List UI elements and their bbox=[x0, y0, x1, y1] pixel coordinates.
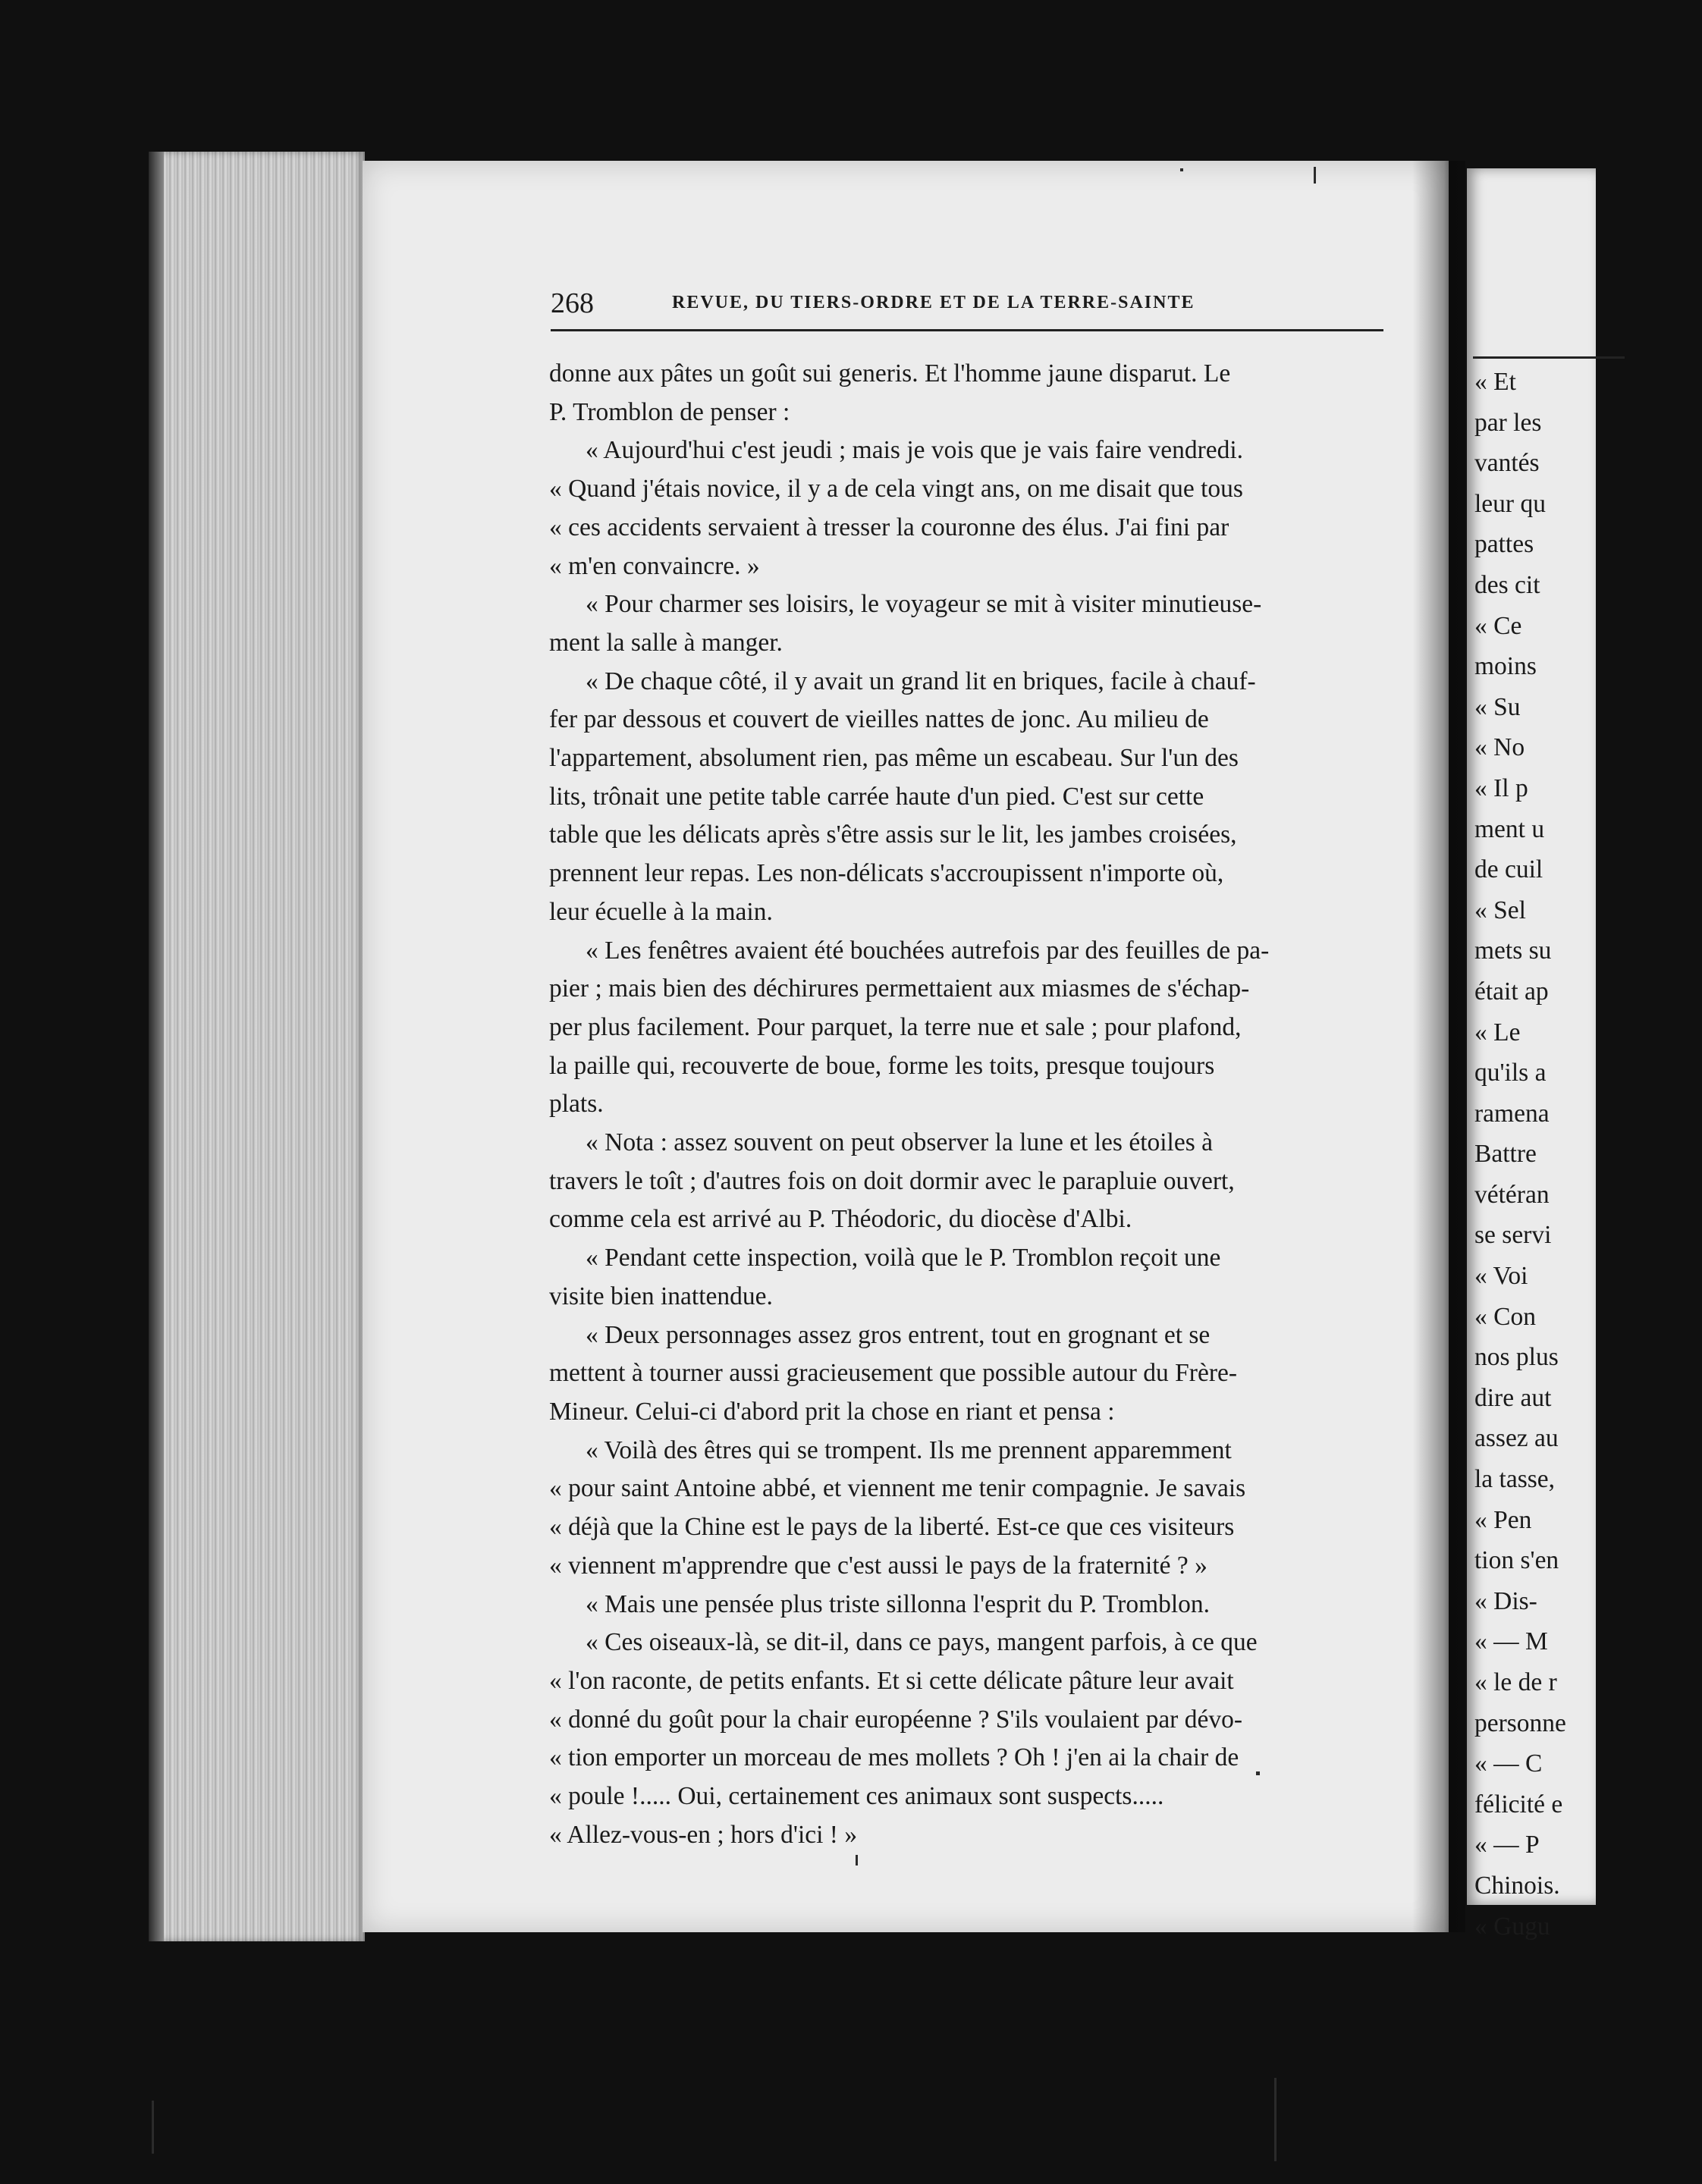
facing-header-rule bbox=[1473, 356, 1625, 359]
text-line: visite bien inattendue. bbox=[549, 1282, 773, 1310]
text-line: « l'on raconte, de petits enfants. Et si cette délicate pâture leur avait bbox=[549, 1666, 1234, 1695]
text-line: comme cela est arrivé au P. Théodoric, du diocèse d'Albi. bbox=[549, 1205, 1132, 1234]
text-line: « Aujourd'hui c'est jeudi ; mais je vois que je vais faire vendredi. bbox=[586, 436, 1244, 465]
body-text bbox=[549, 355, 1388, 1854]
running-head: REVUE, DU TIERS-ORDRE ET DE LA TERRE-SAINTE bbox=[672, 293, 1195, 312]
facing-line: nos plus bbox=[1474, 1343, 1559, 1372]
facing-line: leur qu bbox=[1474, 489, 1546, 518]
page-header bbox=[551, 287, 1383, 331]
facing-line: « Le bbox=[1474, 1018, 1521, 1046]
text-line: Mineur. Celui-ci d'abord prit la chose en riant et pensa : bbox=[549, 1397, 1115, 1426]
text-line: « donné du goût pour la chair européenne ? S'ils voulaient par dévo- bbox=[549, 1705, 1242, 1734]
text-line: « Mais une pensée plus triste sillonna l'esprit du P. Tromblon. bbox=[586, 1589, 1211, 1618]
text-line: « Quand j'étais novice, il y a de cela vingt ans, on me disait que tous bbox=[549, 475, 1243, 504]
speck bbox=[1256, 1771, 1260, 1775]
facing-line: par les bbox=[1474, 408, 1542, 437]
facing-line: « No bbox=[1474, 733, 1525, 762]
speck bbox=[1274, 2078, 1276, 2161]
facing-line: « Gugu bbox=[1474, 1912, 1550, 1941]
text-line: « Pendant cette inspection, voilà que le P. Tromblon reçoit une bbox=[586, 1244, 1221, 1272]
facing-line: ment u bbox=[1474, 814, 1545, 843]
text-line: « pour saint Antoine abbé, et viennent me tenir compagnie. Je savais bbox=[549, 1474, 1246, 1503]
facing-line: « Il p bbox=[1474, 774, 1528, 802]
text-line: per plus facilement. Pour parquet, la terre nue et sale ; pour plafond, bbox=[549, 1012, 1242, 1041]
text-line: « Allez-vous-en ; hors d'ici ! » bbox=[549, 1820, 858, 1849]
facing-line: moins bbox=[1474, 652, 1537, 681]
facing-line: « Con bbox=[1474, 1302, 1536, 1331]
facing-line: tion s'en bbox=[1474, 1546, 1559, 1575]
facing-line: « Dis- bbox=[1474, 1586, 1537, 1615]
text-line: table que les délicats après s'être assis sur le lit, les jambes croisées, bbox=[549, 821, 1237, 849]
facing-line: ramena bbox=[1474, 1099, 1550, 1128]
text-line: prennent leur repas. Les non-délicats s'accroupissent n'importe où, bbox=[549, 859, 1224, 888]
facing-line: qu'ils a bbox=[1474, 1059, 1547, 1087]
text-line: « De chaque côté, il y avait un grand lit en briques, facile à chauf- bbox=[586, 667, 1256, 695]
speck bbox=[1314, 167, 1316, 184]
facing-line: vantés bbox=[1474, 449, 1540, 478]
facing-line: « — C bbox=[1474, 1749, 1543, 1778]
facing-line: « Ce bbox=[1474, 611, 1522, 640]
text-line: ment la salle à manger. bbox=[549, 628, 783, 657]
speck bbox=[1180, 168, 1183, 171]
book-page-edges bbox=[149, 152, 365, 1941]
text-line: l'appartement, absolument rien, pas même un escabeau. Sur l'un des bbox=[549, 744, 1239, 773]
text-line: lits, trônait une petite table carrée haute d'un pied. C'est sur cette bbox=[549, 782, 1204, 811]
text-line: mettent à tourner aussi gracieusement que possible autour du Frère- bbox=[549, 1359, 1238, 1388]
text-line: P. Tromblon de penser : bbox=[549, 397, 790, 426]
text-line: « viennent m'apprendre que c'est aussi le pays de la fraternité ? » bbox=[549, 1551, 1207, 1580]
speck bbox=[856, 1855, 858, 1866]
text-line: « Voilà des êtres qui se trompent. Ils me prennent apparemment bbox=[586, 1436, 1232, 1464]
facing-line: « Voi bbox=[1474, 1262, 1528, 1291]
text-line: « ces accidents servaient à tresser la couronne des élus. J'ai fini par bbox=[549, 513, 1229, 541]
page-number: 268 bbox=[551, 287, 594, 319]
text-line: pier ; mais bien des déchirures permettaient aux miasmes de s'échap- bbox=[549, 974, 1250, 1003]
speck bbox=[152, 2101, 154, 2154]
facing-line: « Pen bbox=[1474, 1505, 1532, 1534]
text-line: « Deux personnages assez gros entrent, tout en grognant et se bbox=[586, 1320, 1211, 1349]
facing-line: « Su bbox=[1474, 692, 1521, 721]
text-line: « tion emporter un morceau de mes mollets ? Oh ! j'en ai la chair de bbox=[549, 1743, 1239, 1772]
facing-line: dire aut bbox=[1474, 1383, 1552, 1412]
text-line: « déjà que la Chine est le pays de la liberté. Est-ce que ces visiteurs bbox=[549, 1513, 1235, 1542]
text-line: « Les fenêtres avaient été bouchées autrefois par des feuilles de pa- bbox=[586, 936, 1270, 965]
facing-line: Battre bbox=[1474, 1140, 1537, 1169]
facing-line: mets su bbox=[1474, 937, 1552, 965]
text-line: « Ces oiseaux-là, se dit-il, dans ce pays, mangent parfois, à ce que bbox=[586, 1628, 1258, 1657]
facing-page-text bbox=[1474, 362, 1702, 1947]
text-line: la paille qui, recouverte de boue, forme les toits, presque toujours bbox=[549, 1051, 1215, 1080]
facing-line: des cit bbox=[1474, 570, 1540, 599]
text-line: « poule !..... Oui, certainement ces animaux sont suspects..... bbox=[549, 1782, 1164, 1811]
text-line: « Nota : assez souvent on peut observer la lune et les étoiles à bbox=[586, 1128, 1214, 1157]
facing-line: « Sel bbox=[1474, 896, 1526, 924]
text-line: donne aux pâtes un goût sui generis. Et l'homme jaune disparut. Le bbox=[549, 359, 1231, 388]
facing-line: vétéran bbox=[1474, 1180, 1550, 1209]
right-facing-page bbox=[1467, 168, 1596, 1941]
facing-line: Chinois. bbox=[1474, 1871, 1560, 1900]
text-line: plats. bbox=[549, 1090, 604, 1119]
text-line: « Pour charmer ses loisirs, le voyageur se mit à visiter minutieuse- bbox=[586, 590, 1262, 619]
text-line: travers le toît ; d'autres fois on doit dormir avec le parapluie ouvert, bbox=[549, 1166, 1235, 1195]
text-line: leur écuelle à la main. bbox=[549, 897, 773, 926]
facing-line: félicité e bbox=[1474, 1790, 1563, 1818]
facing-line: de cuil bbox=[1474, 855, 1543, 884]
facing-line: se servi bbox=[1474, 1221, 1552, 1250]
facing-line: personne bbox=[1474, 1709, 1566, 1737]
facing-line: « le de r bbox=[1474, 1668, 1557, 1696]
facing-line: pattes bbox=[1474, 530, 1534, 559]
book-gutter bbox=[1412, 161, 1465, 1932]
facing-line: était ap bbox=[1474, 977, 1549, 1006]
text-line: fer par dessous et couvert de vieilles nattes de jonc. Au milieu de bbox=[549, 705, 1209, 734]
facing-line: « Et bbox=[1474, 368, 1516, 396]
text-line: « m'en convaincre. » bbox=[549, 551, 760, 580]
facing-line: « — P bbox=[1474, 1831, 1540, 1859]
facing-line: « — M bbox=[1474, 1627, 1548, 1656]
facing-line: assez au bbox=[1474, 1424, 1559, 1453]
facing-line: la tasse, bbox=[1474, 1465, 1556, 1494]
